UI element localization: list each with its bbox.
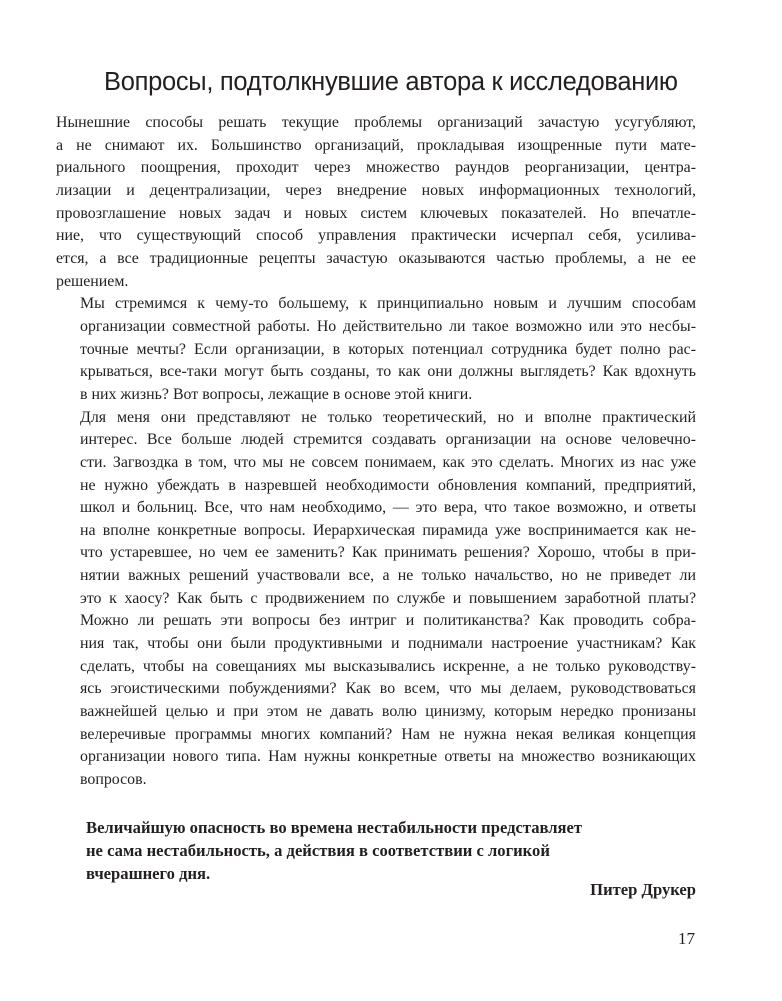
text-line: Нынешние способы решать текущие проблемы организаций зачастую усугубляют,: [56, 114, 696, 131]
text-line: что устаревшее, но чем ее заменить? Как принимать решения? Хорошо, чтобы в при-: [80, 544, 696, 562]
body-text: [56, 112, 696, 792]
text-line: лизации и децентрализации, через внедрение новых информационных технологий,: [56, 181, 696, 199]
text-line: школ и больниц. Все, что нам необходимо, — это вера, что такое возможно, и ответы: [80, 499, 696, 517]
text-line: организации совместной работы. Но действительно ли такое возможно или это несбы-: [80, 317, 696, 335]
text-line: Можно ли решать эти вопросы без интриг и политиканства? Как проводить собра-: [80, 612, 696, 630]
text-line: точные мечты? Если организации, в которых потенциал сотрудника будет полно рас-: [80, 340, 696, 358]
quote-line: Величайшую опасность во времена нестабильности представляет: [86, 818, 583, 837]
text-line: важнейшей целью и при этом не давать волю цинизму, которым нередко пронизаны: [80, 703, 696, 721]
text-line: ния так, чтобы они были продуктивными и поднимали настроение участникам? Как: [80, 635, 696, 653]
text-line: интерес. Все больше людей стремится создавать организации на основе человечно-: [80, 431, 696, 449]
text-line: решением.: [56, 272, 129, 290]
text-line: а не снимают их. Большинство организаций, прокладывая изощренные пути мате-: [56, 136, 696, 154]
paragraph-1: [56, 112, 696, 293]
page-number: 17: [678, 929, 695, 948]
quote-line: вчерашнего дня.: [86, 864, 211, 883]
text-line: провозглашение новых задач и новых систем ключевых показателей. Но впечатле-: [56, 204, 696, 222]
text-line: вопросов.: [80, 771, 147, 789]
text-line: не нужно убеждать в назревшей необходимости обновления компаний, предприятий,: [80, 476, 696, 494]
text-line: сти. Загвоздка в том, что мы не совсем понимаем, как это сделать. Многих из нас уже: [80, 453, 696, 471]
text-line: велеречивые программы многих компаний? Нам не нужна некая великая концепция: [80, 725, 696, 743]
text-line: нятии важных решений участвовали все, а не только начальство, но не приведет ли: [80, 567, 696, 585]
text-line: ется, а все традиционные рецепты зачастую оказываются частью проблемы, а не ее: [56, 249, 696, 267]
text-line: сделать, чтобы на совещаниях мы высказывались искренне, а не только руководству-: [80, 657, 696, 675]
text-line: Для меня они представляют не только теоретический, но и вполне практический: [80, 408, 696, 426]
text-line: это к хаосу? Как быть с продвижением по службе и повышением заработной платы?: [80, 589, 696, 607]
quote-author: Питер Друкер: [590, 880, 696, 899]
text-line: на вполне конкретные вопросы. Иерархическая пирамида уже воспринимается как не-: [80, 521, 696, 539]
text-line: риального поощрения, проходит через множество раундов реорганизации, центра-: [56, 159, 696, 177]
text-line: в них жизнь? Вот вопросы, лежащие в основе этой книги.: [80, 385, 473, 403]
text-line: организации нового типа. Нам нужны конкретные ответы на множество возникающих: [80, 748, 696, 766]
text-line: ясь эгоистическими побуждениями? Как во всем, что мы делаем, руководствоваться: [80, 680, 696, 698]
epigraph-quote: [86, 816, 696, 885]
paragraph-2: [56, 293, 696, 406]
paragraph-3: [56, 407, 696, 792]
quote-line: не сама нестабильность, а действия в соответствии с логикой: [86, 841, 550, 860]
text-line: Мы стремимся к чему-то большему, к принципиально новым и лучшим способам: [80, 295, 696, 313]
section-heading: Вопросы, подтолкнувшие автора к исследованию: [104, 68, 678, 96]
text-line: ние, что существующий способ управления практически исчерпал себя, усилива-: [56, 227, 696, 245]
text-line: крываться, все-таки могут быть созданы, то как они должны выглядеть? Как вдохнуть: [80, 363, 696, 381]
